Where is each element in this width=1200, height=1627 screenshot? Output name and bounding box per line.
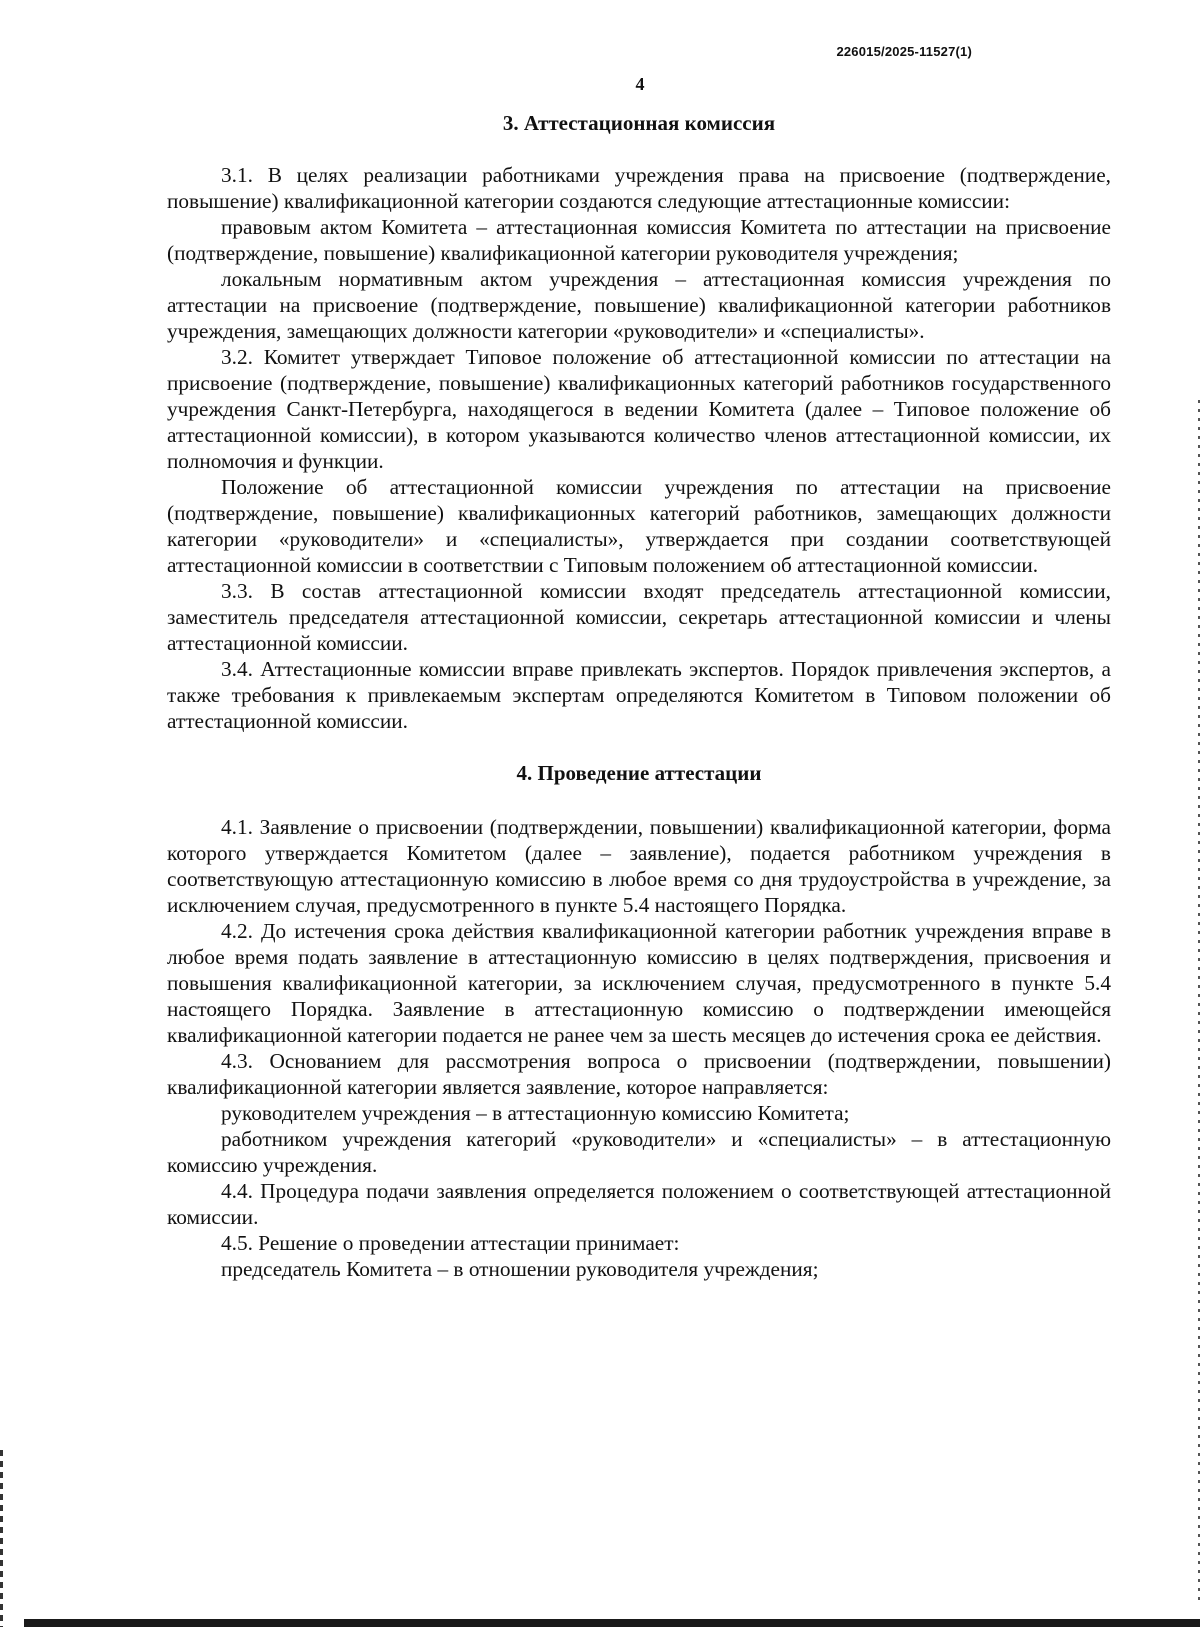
paragraph-4-3: 4.3. Основанием для рассмотрения вопроса о присвоении (подтверждении, повышении) квалификационной категории является заявление, которое направляется: xyxy=(167,1049,1111,1099)
paragraph-4-1: 4.1. Заявление о присвоении (подтверждении, повышении) квалификационной категории, форма которого утверждается Комитетом (далее – заявление), подается работником учреждения в соответствующую аттестационную комиссию в любое время со дня трудоустройства в учреждение, за исключением случая, предусмотренного в пункте 5.4 настоящего Порядка. xyxy=(167,815,1111,917)
paragraph-4-5-item-chairman: председатель Комитета – в отношении руководителя учреждения; xyxy=(221,1257,819,1281)
scan-edge-artifact-bottom xyxy=(24,1619,1200,1627)
paragraph-3-1-item-committee: правовым актом Комитета – аттестационная комиссия Комитета по аттестации на присвоение (подтверждение, повышение) квалификационной категории руководителя учреждения; xyxy=(167,215,1111,265)
paragraph-3-3: 3.3. В состав аттестационной комиссии входят председатель аттестационной комиссии, заместитель председателя аттестационной комиссии, секретарь аттестационной комиссии и члены аттестационной комиссии. xyxy=(167,579,1111,655)
section-4-title: 4. Проведение аттестации xyxy=(516,761,762,785)
paragraph-3-1: 3.1. В целях реализации работниками учреждения права на присвоение (подтверждение, повышение) квалификационной категории создаются следующие аттестационные комиссии: xyxy=(167,163,1111,213)
paragraph-3-2-regulation: Положение об аттестационной комиссии учреждения по аттестации на присвоение (подтверждение, повышение) квалификационных категорий работников, замещающих должности категории «руководители» и «специалисты», утверждается при создании соответствующей аттестационной комиссии в соответствии с Типовым положением об аттестационной комиссии. xyxy=(167,475,1111,577)
section-3-title: 3. Аттестационная комиссия xyxy=(502,111,776,135)
paragraph-3-2: 3.2. Комитет утверждает Типовое положение об аттестационной комиссии по аттестации на присвоение (подтверждение, повышение) квалификационных категорий работников государственного учреждения Санкт-Петербурга, находящегося в ведении Комитета (далее – Типовое положение об аттестационной комиссии), в котором указываются количество членов аттестационной комиссии, их полномочия и функции. xyxy=(167,345,1111,473)
document-registration-number: 226015/2025-11527(1) xyxy=(836,44,972,59)
scan-edge-artifact-left xyxy=(0,1450,3,1627)
paragraph-3-1-item-institution: локальным нормативным актом учреждения – аттестационная комиссия учреждения по аттестации на присвоение (подтверждение, повышение) квалификационной категории работников учреждения, замещающих должности категории «руководители» и «специалисты». xyxy=(167,267,1111,343)
paragraph-4-3-item-head: руководителем учреждения – в аттестационную комиссию Комитета; xyxy=(221,1101,850,1125)
page-number: 4 xyxy=(635,74,645,94)
paragraph-4-4: 4.4. Процедура подачи заявления определяется положением о соответствующей аттестационной комиссии. xyxy=(167,1179,1111,1229)
paragraph-4-2: 4.2. До истечения срока действия квалификационной категории работник учреждения вправе в любое время подать заявление в аттестационную комиссию в целях подтверждения, присвоения и повышения квалификационной категории, за исключением случая, предусмотренного в пункте 5.4 настоящего Порядка. Заявление в аттестационную комиссию о подтверждении имеющейся квалификационной категории подается не ранее чем за шесть месяцев до истечения срока ее действия. xyxy=(167,919,1111,1047)
paragraph-4-3-item-employee: работником учреждения категорий «руководители» и «специалисты» – в аттестационную комиссию учреждения. xyxy=(167,1127,1111,1177)
document-body xyxy=(167,110,1111,1282)
paragraph-3-4: 3.4. Аттестационные комиссии вправе привлекать экспертов. Порядок привлечения экспертов, а также требования к привлекаемым экспертам определяются Комитетом в Типовом положении об аттестационной комиссии. xyxy=(167,657,1111,733)
paragraph-4-5: 4.5. Решение о проведении аттестации принимает: xyxy=(221,1231,680,1255)
